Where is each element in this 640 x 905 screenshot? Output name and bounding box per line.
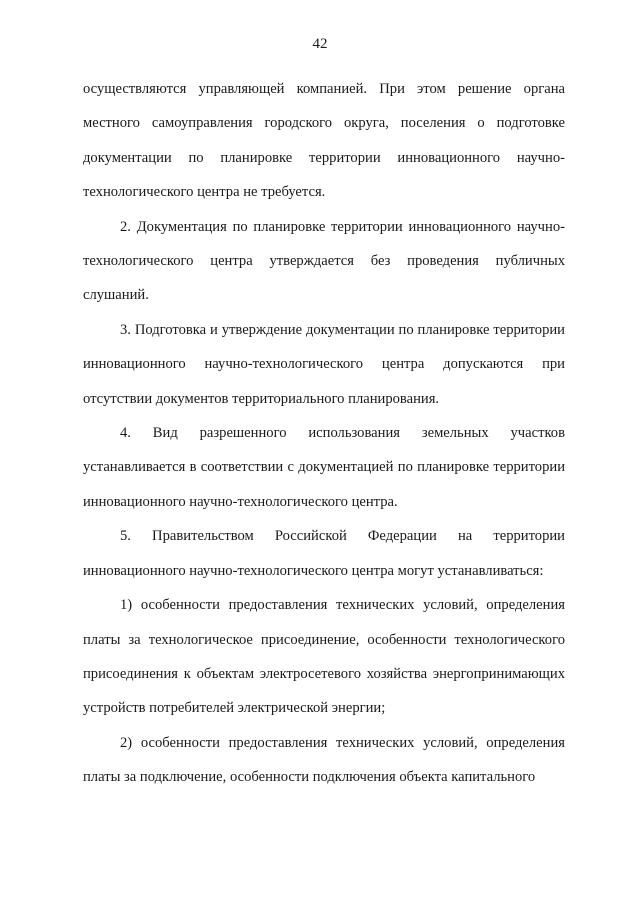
paragraph-item-2: 2. Документация по планировке территории инновационного научно-технологического центра утверждается без проведения публичных слушаний. [83, 218, 565, 304]
paragraph-subitem-1: 1) особенности предоставления технических условий, определения платы за технологическое присоединение, особенности технологического присоединения к объектам электросетевого хозяйства энергопринимающих устройств потребителей электрической энергии; [83, 597, 565, 717]
page-number: 42 [312, 36, 328, 52]
paragraph-continuation: осуществляются управляющей компанией. При этом решение органа местного самоуправления городского округа, поселения о подготовке документации по планировке территории инновационного научно-технологического центра не требуется. [83, 81, 565, 201]
document-body [83, 72, 565, 795]
paragraph-subitem-2: 2) особенности предоставления технических условий, определения платы за подключение, особенности подключения объекта капитального [83, 734, 565, 786]
paragraph-item-5: 5. Правительством Российской Федерации на территории инновационного научно-технологического центра могут устанавливаться: [83, 528, 565, 579]
paragraph-item-3: 3. Подготовка и утверждение документации по планировке территории инновационного научно-технологического центра допускаются при отсутствии документов территориального планирования. [83, 321, 565, 407]
paragraph-item-4: 4. Вид разрешенного использования земельных участков устанавливается в соответствии с документацией по планировке территории инновационного научно-технологического центра. [83, 425, 565, 510]
